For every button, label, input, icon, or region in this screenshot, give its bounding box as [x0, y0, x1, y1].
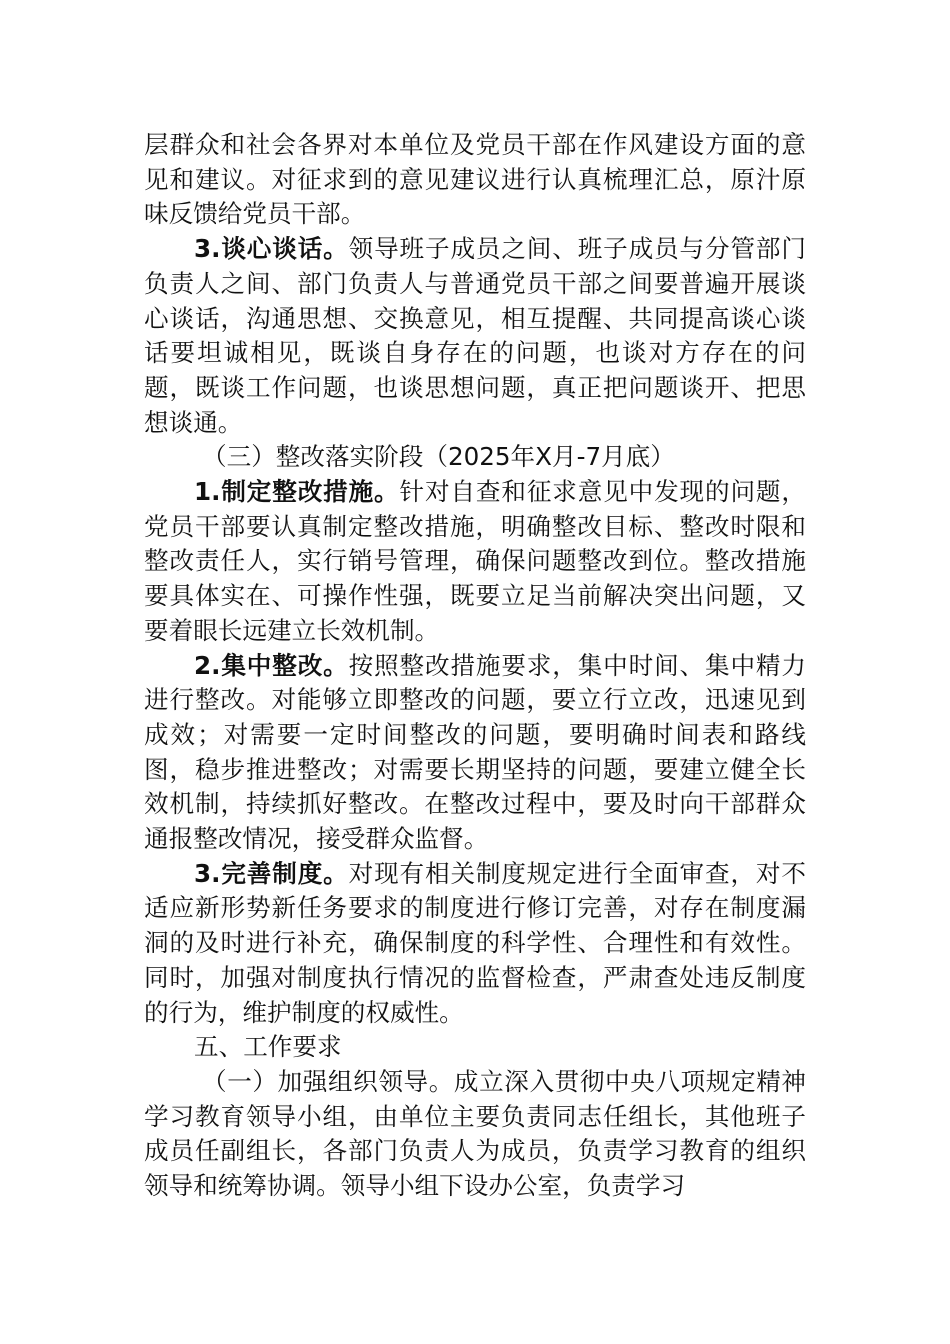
- paragraph-text: 按照整改措施要求，集中时间、集中精力进行整改。对能够立即整改的问题，要立行立改，迅速见到成效；对需要一定时间整改的问题，要明确时间表和路线图，稳步推进整改；对需要长期坚持的问题，要建立健全长效机制，持续抓好整改。在整改过程中，要及时向干部群众通报整改情况，接受群众监督。: [144, 650, 806, 854]
- paragraph-heart-talk: [144, 232, 806, 440]
- section-heading-stage-three: [144, 440, 806, 475]
- paragraph-text: 针对自查和征求意见中发现的问题，党员干部要认真制定整改措施，明确整改目标、整改时限和整改责任人，实行销号管理，确保问题整改到位。整改措施要具体实在、可操作性强，既要立足当前解决突出问题，又要着眼长远建立长效机制。: [144, 477, 806, 645]
- paragraph-text: 领导班子成员之间、班子成员与分管部门负责人之间、部门负责人与普通党员干部之间要普遍开展谈心谈话，沟通思想、交换意见，相互提醒、共同提高谈心谈话要坦诚相见，既谈自身存在的问题，也谈对方存在的问题，既谈工作问题，也谈思想问题，真正把问题谈开、把思想谈通。: [144, 234, 806, 437]
- paragraph-feedback-tail: [144, 128, 806, 232]
- paragraph-text: 对现有相关制度规定进行全面审查，对不适应新形势新任务要求的制度进行修订完善，对存在制度漏洞的及时进行补充，确保制度的科学性、合理性和有效性。同时，加强对制度执行情况的监督检查，严肃查处违反制度的行为，维护制度的权威性。: [144, 858, 806, 1027]
- paragraph-rectify: [144, 649, 806, 857]
- paragraph-heading: 3.谈心谈话。: [194, 234, 349, 264]
- paragraph-text: （三）整改落实阶段（2025年X月-7月底）: [202, 442, 675, 472]
- section-heading-five: [144, 1030, 806, 1065]
- paragraph-heading: 2.集中整改。: [194, 650, 349, 680]
- paragraph-text: （一）加强组织领导。成立深入贯彻中央八项规定精神学习教育领导小组，由单位主要负责同志任组长，其他班子成员任副组长，各部门负责人为成员，负责学习教育的组织领导和统筹协调。领导小组下设办公室，负责学习: [144, 1066, 806, 1201]
- paragraph-heading: 3.完善制度。: [194, 858, 349, 888]
- paragraph-measures: [144, 475, 806, 649]
- document-body: [144, 128, 806, 1204]
- paragraph-heading: 1.制定整改措施。: [194, 477, 400, 507]
- paragraph-system: [144, 857, 806, 1031]
- paragraph-leadership: [144, 1065, 806, 1204]
- paragraph-text: 五、工作要求: [194, 1032, 342, 1062]
- paragraph-text: 层群众和社会各界对本单位及党员干部在作风建设方面的意见和建议。对征求到的意见建议进行认真梳理汇总，原汁原味反馈给党员干部。: [144, 130, 806, 229]
